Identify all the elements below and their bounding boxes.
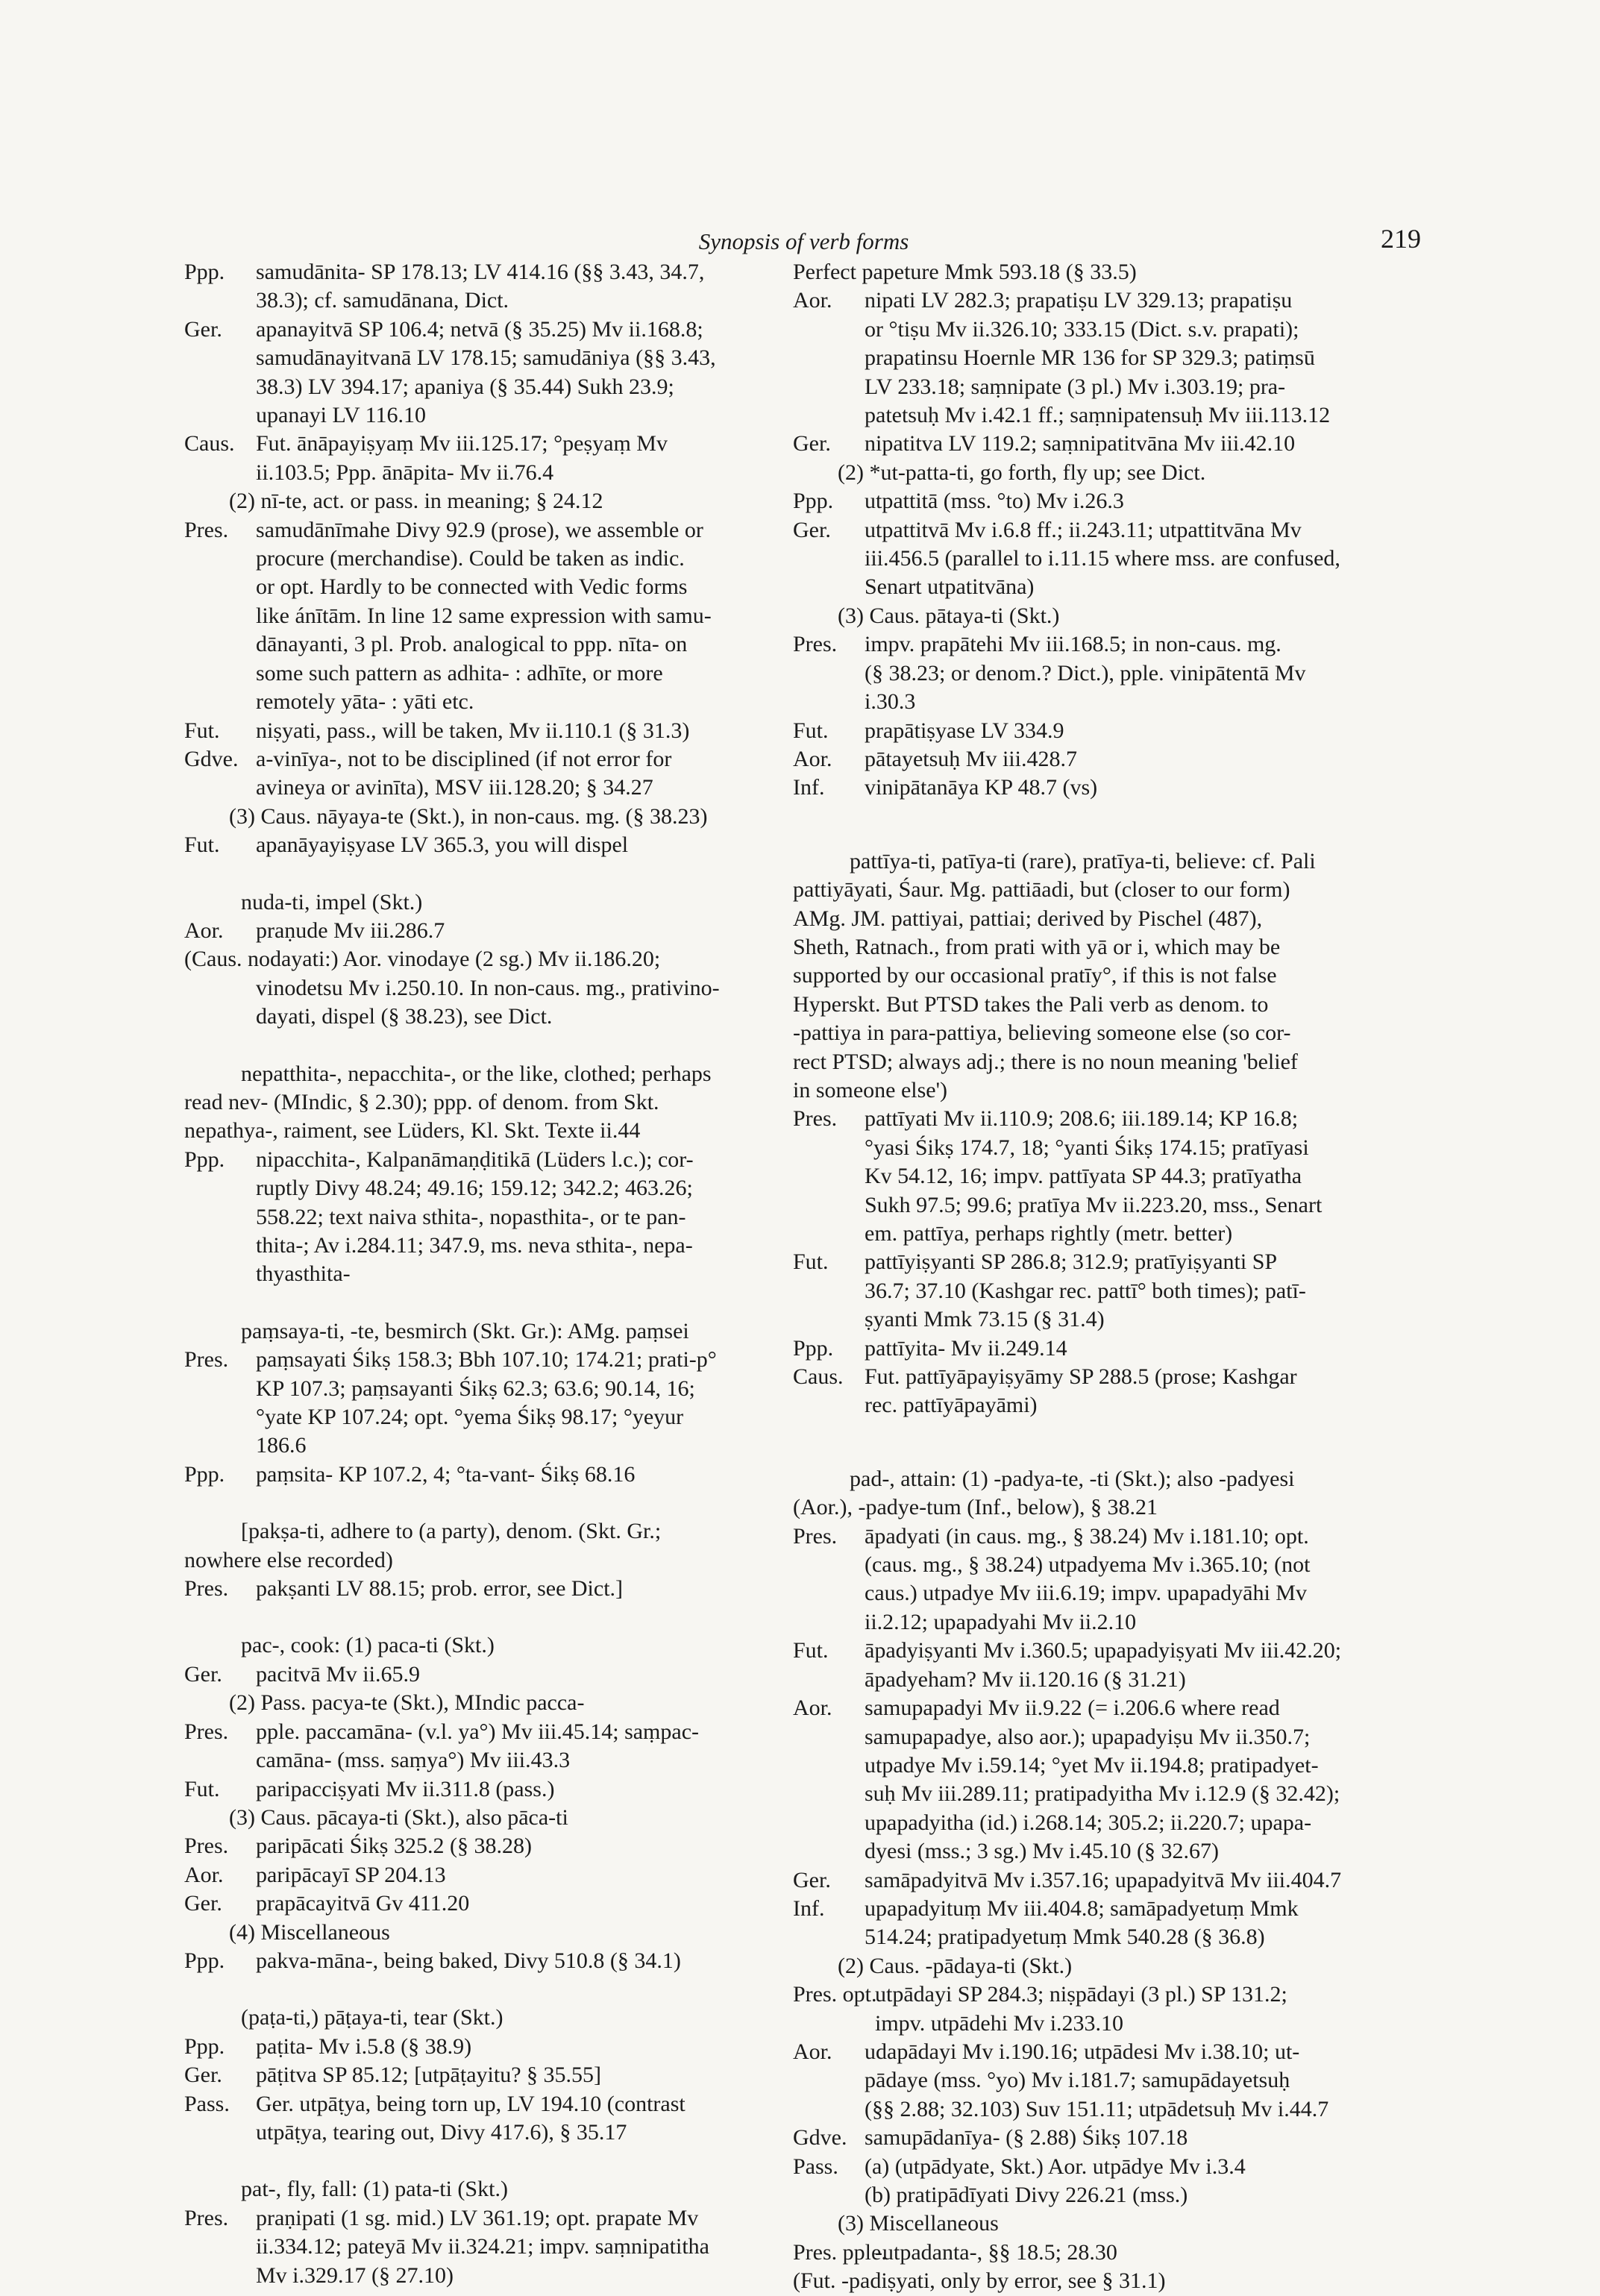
form-continuation: camāna- (mss. saṃya°) Mv iii.43.3	[256, 1748, 571, 1773]
form-row	[793, 774, 1423, 802]
grammar-label: Ppp.	[184, 260, 225, 284]
form-text: udapādayi Mv i.190.16; utpādesi Mv i.38.10; ut-	[865, 2039, 1300, 2064]
form-text: apanayitvā SP 106.4; netvā (§ 35.25) Mv ii.168.8;	[256, 316, 703, 342]
form-row	[184, 831, 812, 859]
grammar-label: Fut.	[184, 832, 220, 858]
headword-line: pad-, attain: (1) -padya-te, -ti (Skt.); also -padyesi	[850, 1466, 1295, 1491]
form-text: pattīyita- Mv ii.249.14	[865, 1335, 1067, 1361]
right-column	[793, 258, 1423, 2296]
form-row	[793, 1334, 1423, 1363]
form-continuation: dānayanti, 3 pl. Prob. analogical to ppp. nīta- on	[256, 632, 688, 657]
form-row	[184, 1832, 812, 1860]
grammar-label: Ppp.	[184, 1461, 225, 1487]
form-row	[793, 516, 1423, 545]
headword-line: nowhere else recorded)	[184, 1547, 393, 1572]
form-continuation: thita-; Av i.284.11; 347.9, ms. neva sthita-, nepa-	[256, 1233, 693, 1258]
entry-gap	[184, 2147, 812, 2175]
form-continuation: thyasthita-	[256, 1261, 351, 1287]
form-text: prapācayitvā Gv 411.20	[256, 1891, 470, 1916]
form-continuation: patetsuḥ Mv i.42.1 ff.; saṃnipatensuḥ Mv iii.113.12	[865, 403, 1331, 428]
form-row	[793, 1866, 1423, 1895]
grammar-label: Pres.	[184, 1347, 229, 1373]
form-continuation: 36.7; 37.10 (Kashgar rec. pattī° both times); patī-	[865, 1278, 1306, 1303]
grammar-label: Aor.	[793, 2039, 832, 2064]
form-continuation: 38.3) LV 394.17; apaniya (§ 35.44) Sukh 23.9;	[256, 374, 674, 399]
form-continuation: impv. utpādehi Mv i.233.10	[875, 2010, 1124, 2036]
grammar-label: Aor.	[793, 1696, 832, 1721]
grammar-label: Aor.	[793, 746, 832, 771]
grammar-label: Ger.	[184, 1661, 222, 1687]
form-continuation: upanayi LV 116.10	[256, 403, 427, 428]
form-row	[184, 717, 812, 745]
form-text: nipatitva LV 119.2; saṃnipatitvāna Mv iii.42.10	[865, 431, 1296, 457]
headword-line: Hyperskt. But PTSD takes the Pali verb as denom. to	[793, 991, 1269, 1017]
form-text: paṃsayati Śikṣ 158.3; Bbh 107.10; 174.21; prati-p°	[256, 1347, 717, 1373]
entry-gap	[184, 1975, 812, 2004]
grammar-label: Pres.	[184, 1576, 229, 1602]
form-text: paṃsita- KP 107.2, 4; °ta-vant- Śikṣ 68.16	[256, 1461, 636, 1487]
form-row	[184, 516, 812, 545]
form-continuation: or °tiṣu Mv ii.326.10; 333.15 (Dict. s.v. prapati);	[865, 316, 1299, 342]
subsection-heading: (2) Caus. -pādaya-ti (Skt.)	[838, 1953, 1073, 1978]
grammar-label: Ger.	[184, 2063, 222, 2088]
grammar-label: Ppp.	[793, 1335, 834, 1361]
entry-headword: nuda-ti, impel (Skt.)	[241, 889, 423, 915]
form-continuation: KP 107.3; paṃsayanti Śikṣ 62.3; 63.6; 90.14, 16;	[256, 1376, 695, 1401]
form-text: utpattitvā Mv i.6.8 ff.; ii.243.11; utpattitvāna Mv	[865, 517, 1302, 542]
form-continuation: Sukh 97.5; 99.6; pratīya Mv ii.223.20, mss., Senart	[865, 1192, 1323, 1217]
grammar-label: Fut.	[793, 1638, 829, 1663]
grammar-label: Ppp.	[184, 2033, 225, 2059]
form-continuation: some such pattern as adhita- : adhīte, or more	[256, 660, 663, 686]
form-row	[793, 745, 1423, 774]
form-continuation: ruptly Divy 48.24; 49.16; 159.12; 342.2; 463.26;	[256, 1176, 693, 1201]
grammar-label: Fut.	[793, 718, 829, 743]
headword-line: in someone else')	[793, 1077, 948, 1102]
grammar-label: Ger.	[793, 431, 831, 457]
form-row	[793, 2153, 1423, 2181]
form-text: pattīyati Mv ii.110.9; 208.6; iii.189.14; KP 16.8;	[865, 1106, 1299, 1132]
grammar-label: Pres.	[793, 632, 838, 657]
grammar-label: Aor.	[184, 918, 224, 943]
headword-line: pattīya-ti, patīya-ti (rare), pratīya-ti, believe: cf. Pali	[850, 848, 1316, 873]
form-text: -utpadanta-, §§ 18.5; 28.30	[875, 2239, 1117, 2265]
form-text: utpādayi SP 284.3; niṣpādayi (3 pl.) SP 131.2;	[875, 1982, 1287, 2007]
form-continuation: prapatinsu Hoernle MR 136 for SP 329.3; patiṃsū	[865, 345, 1315, 371]
grammar-label: Ppp.	[184, 1948, 225, 1973]
grammar-label: Pres. pple.	[793, 2239, 887, 2265]
entry-headword: pac-, cook: (1) paca-ti (Skt.)	[241, 1633, 495, 1658]
form-row	[184, 2061, 812, 2089]
entry-headword-block	[793, 1465, 1423, 1522]
grammar-label: Ger.	[184, 1891, 222, 1916]
entry-gap	[184, 1489, 812, 1517]
form-row	[184, 1346, 812, 1374]
form-continuation: Mv i.329.17 (§ 27.10)	[256, 2262, 454, 2288]
grammar-label: Pres.	[793, 1106, 838, 1132]
form-text: nipati LV 282.3; prapatiṣu LV 329.13; prapatiṣu	[865, 288, 1293, 313]
form-row	[793, 487, 1423, 515]
grammar-label: Gdve.	[793, 2125, 847, 2151]
page-number: 219	[1381, 224, 1421, 254]
form-row	[793, 1637, 1423, 1665]
form-text: paripācayī SP 204.13	[256, 1862, 446, 1887]
grammar-label: Inf.	[793, 775, 825, 800]
form-row	[184, 2033, 812, 2061]
entry-headword: pat-, fly, fall: (1) pata-ti (Skt.)	[241, 2177, 508, 2202]
entry-headword-block	[793, 847, 1423, 1105]
entry-gap	[184, 1032, 812, 1060]
form-continuation: 514.24; pratipadyetuṃ Mmk 540.28 (§ 36.8)	[865, 1925, 1265, 1950]
form-continuation: like ánītām. In line 12 same expression with samu-	[256, 603, 712, 628]
form-continuation: rec. pattīyāpayāmi)	[865, 1393, 1038, 1418]
form-row	[793, 630, 1423, 659]
form-text: praṇude Mv iii.286.7	[256, 918, 445, 943]
grammar-label: Aor.	[184, 1862, 224, 1887]
headword-line: [pakṣa-ti, adhere to (a party), denom. (Skt. Gr.;	[241, 1519, 662, 1544]
form-text: paṭita- Mv i.5.8 (§ 38.9)	[256, 2033, 472, 2059]
form-text: pāṭitva SP 85.12; [utpāṭayitu? § 35.55]	[256, 2063, 601, 2088]
form-continuation: (caus. mg., § 38.24) utpadyema Mv i.365.10; (not	[865, 1552, 1311, 1578]
headword-line: read nev- (MIndic, § 2.30); ppp. of denom. from Skt.	[184, 1089, 659, 1114]
grammar-label: Caus.	[793, 1364, 844, 1390]
text-line: dayati, dispel (§ 38.23), see Dict.	[256, 1004, 553, 1029]
entry-headword: (paṭa-ti,) pāṭaya-ti, tear (Skt.)	[241, 2005, 503, 2030]
form-text: pakṣanti LV 88.15; prob. error, see Dict.]	[256, 1576, 624, 1602]
form-text: praṇipati (1 sg. mid.) LV 361.19; opt. prapate Mv	[256, 2205, 699, 2230]
headword-line: nepatthita-, nepacchita-, or the like, clothed; perhaps	[241, 1061, 712, 1086]
form-text: Fut. ānāpayiṣyaṃ Mv iii.125.17; °peṣyaṃ Mv	[256, 431, 668, 457]
grammar-label: Caus.	[184, 431, 235, 457]
headword-line: pattiyāyati, Śaur. Mg. pattiāadi, but (closer to our form)	[793, 877, 1290, 903]
form-continuation: procure (merchandise). Could be taken as indic.	[256, 546, 685, 571]
form-text: samudānīmahe Divy 92.9 (prose), we assemble or	[256, 517, 703, 542]
form-row	[793, 717, 1423, 745]
headword-line: nepathya-, raiment, see Lüders, Kl. Skt. Texte ii.44	[184, 1118, 641, 1144]
grammar-label: Pres.	[793, 1523, 838, 1549]
entry-headword: paṃsaya-ti, -te, besmirch (Skt. Gr.): AMg. paṃsei	[241, 1318, 689, 1343]
form-row	[184, 1575, 812, 1603]
form-continuation: dyesi (mss.; 3 sg.) Mv i.45.10 (§ 32.67)	[865, 1839, 1219, 1864]
form-text: pple. paccamāna- (v.l. ya°) Mv iii.45.14; saṃpac-	[256, 1719, 700, 1744]
form-continuation: i.30.3	[865, 689, 916, 715]
form-text: samudānita- SP 178.13; LV 414.16 (§§ 3.43, 34.7,	[256, 260, 705, 284]
subsection-heading: (3) Miscellaneous	[838, 2211, 999, 2236]
form-text: apanāyayiṣyase LV 365.3, you will dispel	[256, 832, 629, 858]
form-continuation: utpadye Mv i.59.14; °yet Mv ii.194.8; pratipadyet-	[865, 1752, 1319, 1778]
form-continuation: upapadyitha (id.) i.268.14; 305.2; ii.220.7; upapa-	[865, 1810, 1312, 1835]
form-continuation: em. pattīya, perhaps rightly (metr. better)	[865, 1221, 1233, 1246]
form-continuation: 38.3); cf. samudānana, Dict.	[256, 288, 509, 313]
grammar-label: Fut.	[793, 1249, 829, 1275]
form-row	[793, 2038, 1423, 2066]
form-text: pātayetsuḥ Mv iii.428.7	[865, 746, 1077, 771]
form-row	[793, 430, 1423, 458]
form-text: upapadyituṃ Mv iii.404.8; samāpadyetuṃ Mmk	[865, 1895, 1299, 1921]
form-continuation: ii.2.12; upapadyahi Mv ii.2.10	[865, 1609, 1137, 1634]
grammar-label: Pass.	[793, 2154, 838, 2179]
grammar-label: Ger.	[793, 1867, 831, 1892]
grammar-label: Pres.	[184, 1834, 229, 1859]
form-continuation: LV 233.18; saṃnipate (3 pl.) Mv i.303.19; pra-	[865, 374, 1286, 399]
subsection-heading: (2) Pass. pacya-te (Skt.), MIndic pacca-	[229, 1690, 585, 1716]
grammar-label: Aor.	[793, 288, 832, 313]
subsection-heading: (3) Caus. nāyaya-te (Skt.), in non-caus. mg. (§ 38.23)	[229, 803, 708, 829]
form-text: pattīyiṣyanti SP 286.8; 312.9; pratīyiṣyanti SP	[865, 1249, 1278, 1275]
entry-gap	[793, 1420, 1423, 1465]
form-text: pakva-māna-, being baked, Divy 510.8 (§ 34.1)	[256, 1948, 681, 1973]
form-text: paripacciṣyati Mv ii.311.8 (pass.)	[256, 1776, 555, 1801]
grammar-label: Gdve.	[184, 746, 239, 771]
grammar-label: Pres. opt.	[793, 1982, 877, 2007]
form-continuation: pādaye (mss. °yo) Mv i.181.7; samupādayetsuḥ	[865, 2068, 1290, 2093]
running-title: Synopsis of verb forms	[698, 228, 909, 254]
left-column	[184, 258, 812, 2290]
form-text: āpadyati (in caus. mg., § 38.24) Mv i.181.10; opt.	[865, 1523, 1309, 1549]
form-row	[184, 2090, 812, 2118]
entry-headword-block	[184, 1517, 812, 1575]
form-text: nipacchita-, Kalpanāmaṇḍitikā (Lüders l.c.); cor-	[256, 1147, 694, 1172]
form-row	[184, 1461, 812, 1489]
subsection-heading: (3) Caus. pātaya-ti (Skt.)	[838, 603, 1060, 628]
form-text: prapātiṣyase LV 334.9	[865, 718, 1064, 743]
headword-line: (Aor.), -padye-tum (Inf., below), § 38.21	[793, 1495, 1158, 1520]
form-row	[184, 917, 812, 945]
form-row	[184, 1718, 812, 1746]
form-continuation: °yate KP 107.24; opt. °yema Śikṣ 98.17; °yeyur	[256, 1405, 684, 1430]
form-row	[184, 1775, 812, 1804]
entry-headword-block	[184, 1060, 812, 1146]
form-continuation: ṣyanti Mmk 73.15 (§ 31.4)	[865, 1307, 1105, 1332]
grammar-label: Ger.	[793, 517, 831, 542]
form-text: impv. prapātehi Mv iii.168.5; in non-caus. mg.	[865, 632, 1281, 657]
form-continuation: utpāṭya, tearing out, Divy 417.6), § 35.17	[256, 2119, 627, 2145]
form-continuation: samudānayitvanā LV 178.15; samudāniya (§§ 3.43,	[256, 345, 716, 371]
headword-line: -pattiya in para-pattiya, believing someone else (so cor-	[793, 1020, 1291, 1046]
form-text: āpadyiṣyanti Mv i.360.5; upapadyiṣyati Mv iii.42.20;	[865, 1638, 1342, 1663]
entry-gap	[184, 860, 812, 888]
subsection-heading: (2) *ut-patta-ti, go forth, fly up; see Dict.	[838, 459, 1206, 485]
form-text: paripācati Śikṣ 325.2 (§ 38.28)	[256, 1834, 532, 1859]
form-row	[184, 1947, 812, 1975]
form-text: niṣyati, pass., will be taken, Mv ii.110.1 (§ 31.3)	[256, 718, 690, 743]
form-text: pacitvā Mv ii.65.9	[256, 1661, 420, 1687]
form-continuation: iii.456.5 (parallel to i.11.15 where mss. are confused,	[865, 546, 1340, 571]
text-line: (Fut. -padiṣyati, only by error, see § 31.1)	[793, 2268, 1166, 2294]
subsection-heading: (4) Miscellaneous	[229, 1919, 390, 1945]
form-text: (a) (utpādyate, Skt.) Aor. utpādye Mv i.3.4	[865, 2154, 1246, 2179]
form-continuation: (§ 38.23; or denom.? Dict.), pple. vinipātentā Mv	[865, 660, 1306, 686]
form-text: Ger. utpāṭya, being torn up, LV 194.10 (contrast	[256, 2091, 686, 2116]
form-row	[184, 1660, 812, 1689]
grammar-label: Inf.	[793, 1895, 825, 1921]
form-row	[184, 258, 812, 286]
form-continuation: 186.6	[256, 1433, 307, 1458]
form-continuation: caus.) utpadye Mv iii.6.19; impv. upapadyāhi Mv	[865, 1581, 1307, 1606]
form-text: vinipātanāya KP 48.7 (vs)	[865, 775, 1098, 800]
form-row	[184, 1146, 812, 1174]
grammar-label: Pres.	[184, 517, 229, 542]
form-row	[184, 1889, 812, 1918]
form-continuation: avineya or avinīta), MSV iii.128.20; § 34.27	[256, 775, 653, 800]
form-text: samupādanīya- (§ 2.88) Śikṣ 107.18	[865, 2125, 1188, 2151]
text-line: vinodetsu Mv i.250.10. In non-caus. mg., prativino-	[256, 975, 720, 1000]
form-continuation: or opt. Hardly to be connected with Vedic forms	[256, 574, 688, 600]
form-row	[793, 1980, 1423, 2009]
form-continuation: ii.334.12; pateyā Mv ii.324.21; impv. saṃnipatitha	[256, 2234, 709, 2259]
form-continuation: suḥ Mv iii.289.11; pratipadyitha Mv i.12.9 (§ 32.42);	[865, 1781, 1340, 1807]
form-continuation: samupapadye, also aor.); upapadyiṣu Mv ii.350.7;	[865, 1724, 1311, 1749]
headword-line: Sheth, Ratnach., from prati with yā or i, which may be	[793, 934, 1281, 959]
form-continuation: 558.22; text naiva sthita-, nopasthita-, or te pan-	[256, 1204, 686, 1229]
grammar-label: Ger.	[184, 316, 222, 342]
subsection-heading: (2) nī-te, act. or pass. in meaning; § 24.12	[229, 489, 603, 514]
form-text: samupapadyi Mv ii.9.22 (= i.206.6 where read	[865, 1696, 1280, 1721]
grammar-label: Fut.	[184, 718, 220, 743]
form-continuation: Kv 54.12, 16; impv. pattīyata SP 44.3; pratīyatha	[865, 1164, 1302, 1189]
form-continuation: (b) pratipādīyati Divy 226.21 (mss.)	[865, 2183, 1188, 2207]
form-row	[184, 745, 812, 774]
text-line: (Caus. nodayati:) Aor. vinodaye (2 sg.) Mv ii.186.20;	[184, 947, 661, 972]
form-row	[793, 1363, 1423, 1391]
form-row	[184, 430, 812, 458]
form-continuation: ii.103.5; Ppp. ānāpita- Mv ii.76.4	[256, 459, 554, 485]
form-row	[793, 2239, 1423, 2267]
form-text: a-vinīya-, not to be disciplined (if not error for	[256, 746, 672, 771]
form-text: Fut. pattīyāpayiṣyāmy SP 288.5 (prose; Kashgar	[865, 1364, 1297, 1390]
form-row	[184, 2204, 812, 2233]
headword-line: AMg. JM. pattiyai, pattiai; derived by Pischel (487),	[793, 906, 1263, 931]
form-row	[793, 1522, 1423, 1551]
form-continuation: °yasi Śikṣ 174.7, 18; °yanti Śikṣ 174.15; pratīyasi	[865, 1135, 1309, 1160]
subsection-heading: (3) Caus. pācaya-ti (Skt.), also pāca-ti	[229, 1804, 568, 1830]
form-row	[184, 316, 812, 344]
grammar-label: Pres.	[184, 1719, 229, 1744]
grammar-label: Fut.	[184, 1776, 220, 1801]
form-row	[793, 286, 1423, 315]
form-row	[184, 1861, 812, 1889]
form-continuation: (§§ 2.88; 32.103) Suv 151.11; utpādetsuḥ Mv i.44.7	[865, 2096, 1329, 2121]
form-row	[793, 1248, 1423, 1276]
headword-line: rect PTSD; always adj.; there is no noun meaning 'belief	[793, 1049, 1298, 1074]
grammar-label: Pass.	[184, 2091, 230, 2116]
form-row	[793, 1895, 1423, 1923]
form-row	[793, 1694, 1423, 1722]
grammar-label: Ppp.	[793, 489, 834, 514]
headword-line: supported by our occasional pratīy°, if this is not false	[793, 963, 1277, 988]
grammar-label: Ppp.	[184, 1147, 225, 1172]
form-continuation: remotely yāta- : yāti etc.	[256, 689, 474, 715]
form-row	[793, 1105, 1423, 1133]
form-text: utpattitā (mss. °to) Mv i.26.3	[865, 489, 1124, 514]
form-text: samāpadyitvā Mv i.357.16; upapadyitvā Mv iii.404.7	[865, 1867, 1342, 1892]
form-row	[793, 2124, 1423, 2152]
entry-gap	[184, 1289, 812, 1317]
entry-gap	[184, 1603, 812, 1631]
form-continuation: Senart utpatitvāna)	[865, 574, 1035, 600]
entry-gap	[793, 803, 1423, 847]
grammar-label: Pres.	[184, 2205, 229, 2230]
form-continuation: āpadyeham? Mv ii.120.16 (§ 31.21)	[865, 1666, 1186, 1692]
text-line: Perfect papeture Mmk 593.18 (§ 33.5)	[793, 260, 1137, 284]
